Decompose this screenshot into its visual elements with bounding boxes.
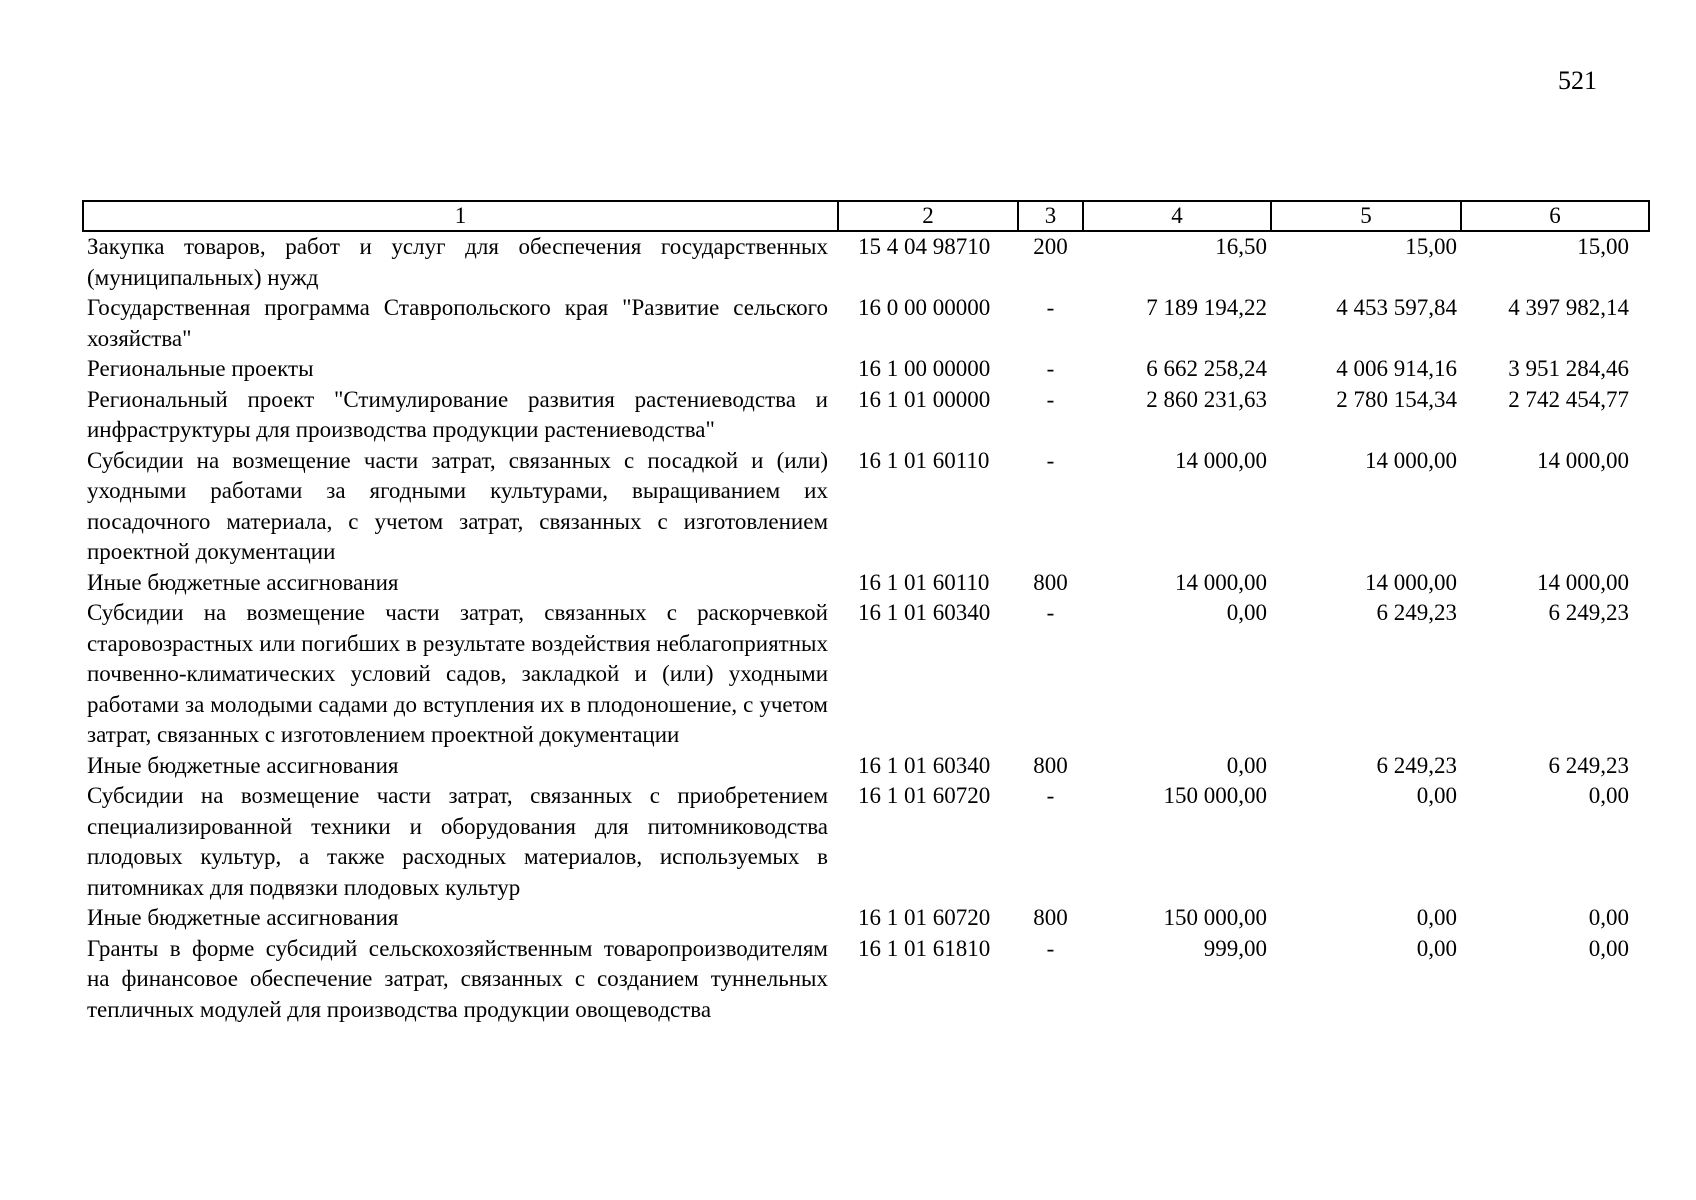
table-body [83, 231, 1649, 1025]
row-value-5: 0,00 [1416, 905, 1457, 930]
row-type: - [1046, 295, 1055, 320]
row-name: Региональные проекты [87, 356, 314, 381]
header-row [83, 201, 1649, 231]
row-name: Региональный проект "Стимулирование развития растениеводства и инфраструктуры для производства продукции растениеводства" [87, 386, 828, 442]
table-row [83, 231, 1649, 293]
row-name: Иные бюджетные ассигнования [87, 752, 399, 778]
row-name: Субсидии на возмещение части затрат, связанных с приобретением специализированной техники и оборудования для питомниководства плодовых культур, а также расходных материалов, используемых в питомниках для подвязки плодовых культур [87, 783, 828, 900]
row-type: 200 [1033, 234, 1068, 259]
row-code: 16 0 00 00000 [858, 295, 991, 320]
row-value-4: 16,50 [1215, 234, 1267, 259]
row-type: 800 [1033, 905, 1068, 930]
table-row [83, 598, 1649, 751]
row-value-5: 2 780 154,34 [1336, 386, 1457, 412]
row-type: - [1046, 935, 1055, 961]
table-row [83, 446, 1649, 568]
row-value-5: 14 000,00 [1365, 569, 1457, 595]
row-code: 16 1 00 00000 [858, 356, 991, 381]
row-value-4: 2 860 231,63 [1146, 386, 1267, 412]
row-value-4: 150 000,00 [1163, 783, 1267, 808]
column-header-4: 4 [1083, 201, 1271, 231]
row-value-6: 14 000,00 [1537, 569, 1629, 595]
row-name: Субсидии на возмещение части затрат, связанных с посадкой и (или) уходными работами за ягодными культурами, выращиванием их посадочного материала, с учетом затрат, связанных с изготовлением проектной документации [87, 447, 828, 564]
row-value-5: 0,00 [1416, 935, 1457, 961]
column-header-6: 6 [1461, 201, 1649, 231]
row-value-6: 2 742 454,77 [1508, 386, 1629, 412]
row-value-6: 6 249,23 [1548, 600, 1629, 625]
row-type: - [1046, 447, 1055, 473]
column-header-2: 2 [838, 201, 1018, 231]
table-row [83, 781, 1649, 903]
row-code: 16 1 01 61810 [858, 935, 991, 961]
row-value-4: 7 189 194,22 [1146, 295, 1267, 320]
row-value-4: 14 000,00 [1175, 447, 1267, 473]
row-name: Иные бюджетные ассигнования [87, 569, 399, 595]
row-code: 16 1 01 60720 [858, 905, 991, 930]
row-code: 16 1 01 60720 [858, 783, 991, 808]
row-value-4: 6 662 258,24 [1146, 356, 1267, 381]
row-type: 800 [1033, 569, 1068, 595]
row-value-6: 15,00 [1577, 234, 1629, 259]
row-code: 15 4 04 98710 [858, 234, 991, 259]
column-header-1: 1 [83, 201, 838, 231]
row-value-5: 6 249,23 [1376, 752, 1457, 778]
row-name: Государственная программа Ставропольского края "Развитие сельского хозяйства" [87, 295, 828, 351]
table-row [83, 354, 1649, 385]
row-code: 16 1 01 60110 [858, 447, 990, 473]
table-row [83, 293, 1649, 354]
page-number: 521 [1558, 66, 1597, 95]
row-value-6: 4 397 982,14 [1508, 295, 1629, 320]
row-value-5: 14 000,00 [1365, 447, 1457, 473]
row-type: 800 [1033, 752, 1068, 778]
row-value-5: 0,00 [1416, 783, 1457, 808]
row-value-5: 6 249,23 [1376, 600, 1457, 625]
row-type: - [1046, 386, 1055, 412]
row-name: Закупка товаров, работ и услуг для обеспечения государственных (муниципальных) нужд [87, 234, 828, 290]
column-header-3: 3 [1018, 201, 1083, 231]
row-value-4: 0,00 [1226, 752, 1267, 778]
row-value-6: 0,00 [1588, 905, 1629, 930]
table-row [83, 385, 1649, 446]
row-value-4: 14 000,00 [1175, 569, 1267, 595]
row-code: 16 1 01 60110 [858, 569, 990, 595]
budget-table [82, 200, 1650, 1025]
table-row [83, 568, 1649, 599]
row-value-6: 3 951 284,46 [1508, 356, 1629, 381]
row-type: - [1046, 783, 1055, 808]
row-value-6: 14 000,00 [1537, 447, 1629, 473]
row-code: 16 1 01 60340 [858, 600, 991, 625]
table-row [83, 903, 1649, 934]
row-value-5: 4 453 597,84 [1336, 295, 1457, 320]
row-value-6: 6 249,23 [1548, 752, 1629, 778]
row-code: 16 1 01 60340 [858, 752, 991, 778]
row-value-4: 0,00 [1226, 600, 1267, 625]
row-value-5: 4 006 914,16 [1336, 356, 1457, 381]
row-type: - [1046, 356, 1055, 381]
row-code: 16 1 01 00000 [858, 386, 991, 412]
row-name: Гранты в форме субсидий сельскохозяйственным товаропроизводителям на финансовое обеспечение затрат, связанных с созданием туннельных тепличных модулей для производства продукции овощеводства [87, 935, 828, 1022]
row-value-6: 0,00 [1588, 783, 1629, 808]
row-type: - [1046, 600, 1055, 625]
row-name: Субсидии на возмещение части затрат, связанных с раскорчевкой старовозрастных или погибших в результате воздействия неблагоприятных почвенно-климатических условий садов, закладкой и (или) уходными работами за молодыми садами до вступления их в плодоношение, с учетом затрат, связанных с изготовлением проектной документации [87, 600, 828, 747]
row-value-5: 15,00 [1405, 234, 1457, 259]
row-value-4: 150 000,00 [1163, 905, 1267, 930]
row-value-6: 0,00 [1588, 935, 1629, 961]
row-name: Иные бюджетные ассигнования [87, 905, 399, 930]
table-row [83, 751, 1649, 782]
column-header-5: 5 [1271, 201, 1461, 231]
row-value-4: 999,00 [1203, 935, 1267, 961]
table-row [83, 934, 1649, 1026]
table-header [83, 201, 1649, 231]
